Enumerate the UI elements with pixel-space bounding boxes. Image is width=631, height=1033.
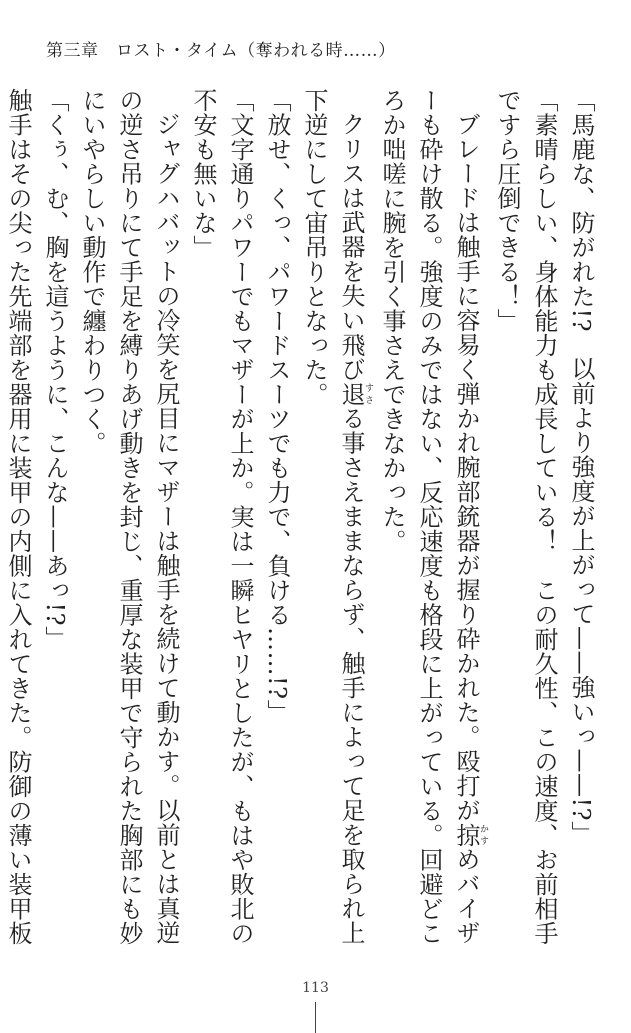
narration-paragraph: ジャグハバットの冷笑を尻目にマザーは触手を続けて動かす。以前とは真逆の逆さ吊りにて手足を縛りあげ動きを封じ、重厚な装甲で守られた胸部にも妙にいやらしい動作で纏わりつく。 [78, 88, 180, 946]
ruby-reading: かす [478, 822, 488, 847]
dialogue-line: 「文字通りパワーでもマザーが上か。実は一瞬ヒヤリとしたが、もはや敗北の不安も無いな」 [189, 88, 254, 946]
narration-paragraph [295, 88, 373, 958]
ruby-word [337, 381, 373, 407]
chapter-header: 第三章 ロスト・タイム（奪われる時……） [46, 41, 396, 61]
text-run: めバイザーも砕け散る。強度のみではない、反応速度も格段に上がっている。回避どころか咄嗟に腕を引く事さえできなかった。 [378, 88, 480, 946]
ruby-base: 退 [337, 381, 365, 406]
ruby-word [452, 822, 488, 848]
narration-paragraph [373, 88, 488, 958]
text-run: クリスは武器を失い飛び [337, 112, 365, 382]
vertical-body-text [4, 88, 599, 958]
ruby-reading: すさ [363, 381, 373, 406]
dialogue-line: 「放せ、くっ、パワードスーツでも力で、負ける……!?」 [263, 88, 291, 725]
dialogue-line: 「素晴らしい、身体能力も成長している！ この耐久性、この速度、お前相手ですら圧倒できる！」 [493, 88, 558, 946]
page-number: 113 [302, 980, 329, 996]
text-run: る事さえままならず、触手によって足を取られ上下逆にして宙吊りとなった。 [300, 88, 365, 945]
dialogue-line: 「くぅ、む、胸を這うように、こんな——あっ!?」 [41, 88, 69, 651]
text-run: ブレードは触手に容易く弾かれ腕部銃器が握り砕かれた。殴打が [452, 112, 480, 823]
dialogue-line: 「馬鹿な、防がれた!? 以前より強度が上がって——強いっ——!?」 [567, 88, 595, 846]
page-tick-line [315, 1002, 316, 1033]
narration-paragraph: 触手はその尖った先端部を器用に装甲の内側に入れてきた。防御の薄い装甲板 [4, 88, 32, 946]
ruby-base: 掠 [452, 822, 480, 847]
